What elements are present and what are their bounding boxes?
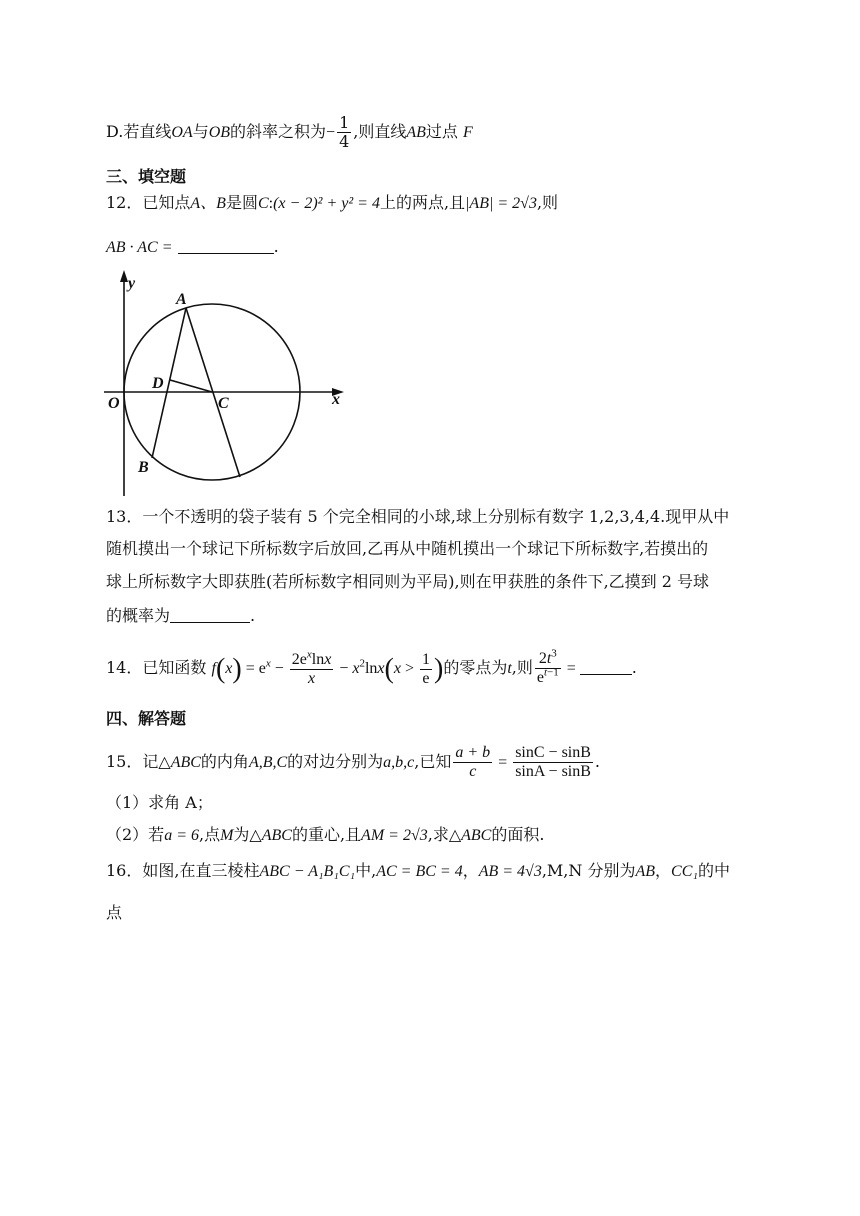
function-expression: $f(x) = e^x$ − $\frac{2e^x\ln x}{x}$ − $x^2\ln x(x$ > $\frac{1}{e}$ ) — [211, 648, 444, 687]
question-number: 12． — [106, 193, 143, 212]
question-text: 一个不透明的袋子装有 5 个完全相同的小球,球上分别标有数字 1,2,3,4,4.现甲从中 — [142, 507, 730, 526]
question-13-line3: 球上所标数字大即获胜(若所标数字相同则为平局),则在甲获胜的条件下,乙摸到 2 号球 — [106, 572, 710, 591]
question-text: 记 — [142, 752, 159, 771]
question-16-line2: 点 — [106, 903, 123, 922]
minus-sign: − — [326, 124, 336, 141]
points-a-b: A、B — [190, 195, 226, 212]
fraction-numerator: 1 — [339, 113, 350, 132]
separator: ， — [655, 861, 672, 880]
fraction-one-quarter — [337, 114, 351, 151]
separator: ， — [462, 861, 479, 880]
option-d-text: ,则直线 — [353, 122, 407, 141]
question-14 — [106, 648, 637, 689]
segment-dc — [170, 380, 212, 392]
answer-blank[interactable] — [580, 658, 632, 675]
question-text: 的零点为 — [443, 658, 508, 677]
given-a: a = 6 — [164, 827, 199, 844]
triangle-abc: △ABC — [448, 827, 492, 844]
period: . — [250, 606, 256, 625]
segment-ab: AB — [635, 863, 656, 880]
line-oa: OA — [171, 124, 193, 141]
equals-sign: = — [562, 660, 580, 677]
question-text: 上的两点,且 — [379, 193, 466, 212]
question-text: 的内角 — [200, 752, 249, 771]
length-am: AM = 2√3 — [361, 827, 428, 844]
triangle-abc: △ABC — [158, 754, 201, 771]
option-d-text: 与 — [192, 122, 209, 141]
label-o: O — [108, 395, 120, 412]
period: . — [594, 752, 601, 771]
question-text: ,则 — [511, 658, 533, 677]
section-title-solutions: 四、解答题 — [106, 709, 187, 728]
question-15-part1: （1）求角 A； — [106, 793, 213, 812]
question-text: ,M,N 分别为 — [541, 861, 636, 880]
question-13-line4 — [106, 605, 255, 627]
line-ab: AB — [406, 124, 426, 141]
option-d-text: 若直线 — [123, 122, 172, 141]
question-number: 14． — [106, 658, 143, 677]
question-text: 的中 — [697, 861, 730, 880]
line-ob: OB — [208, 124, 231, 141]
question-text: 如图,在直三棱柱 — [142, 861, 260, 880]
label-y: y — [128, 275, 136, 292]
question-text: 是圆 — [225, 193, 258, 212]
question-text: ,已知 — [414, 752, 452, 771]
question-text: 已知点 — [142, 193, 191, 212]
option-d-label: D. — [106, 122, 124, 141]
question-15-part2 — [106, 824, 544, 847]
question-text: （2）若 — [106, 825, 165, 844]
y-axis-arrow — [120, 270, 128, 282]
chord-length: |AB| = 2√3 — [465, 195, 537, 212]
period: . — [631, 658, 637, 677]
answer-blank[interactable] — [170, 606, 250, 623]
equal-sides: AC = BC = 4 — [376, 863, 463, 880]
question-text: 中, — [355, 861, 377, 880]
question-13-line2: 随机摸出一个球记下所标数字后放回,乙再从中随机摸出一个球记下所标数字,若摸出的 — [106, 539, 709, 558]
question-12-line2 — [106, 236, 279, 259]
triangle-abc: △ABC — [249, 827, 292, 844]
label-a: A — [176, 291, 187, 308]
question-12 — [106, 192, 558, 215]
question-15 — [106, 742, 600, 783]
sides: a,b,c — [383, 754, 415, 771]
variable-t: t — [507, 660, 512, 677]
answer-expression: $\frac{2t^3}{e^{t-1}}$ — [536, 647, 559, 686]
question-text: ,点 — [198, 825, 221, 844]
colon: : — [268, 195, 274, 212]
label-b: B — [138, 459, 149, 476]
question-number: 13． — [106, 507, 143, 526]
angles: A,B,C — [248, 754, 288, 771]
label-c: C — [218, 395, 229, 412]
question-text: ,求 — [427, 825, 449, 844]
label-x: x — [332, 391, 340, 408]
segment-cc1: CC₁ — [671, 863, 698, 880]
answer-blank[interactable] — [178, 237, 274, 254]
question-text: 的面积. — [491, 825, 545, 844]
fraction-sin-ratio: $\frac{\sin C - \sin B}{\sin A - \sin B}$ — [515, 744, 591, 780]
question-16 — [106, 860, 730, 883]
question-text: 的概率为 — [106, 606, 171, 625]
question-number: 15． — [106, 752, 143, 771]
question-text: 为 — [233, 825, 250, 844]
option-d-text: 的斜率之积为 — [230, 122, 327, 141]
section-title-fill-in: 三、填空题 — [106, 167, 187, 186]
question-13 — [106, 506, 729, 528]
label-d: D — [152, 375, 164, 392]
point-m: M — [220, 827, 234, 844]
question-text: 的对边分别为 — [287, 752, 384, 771]
prism-name: ABC − A₁B₁C₁ — [259, 863, 356, 880]
circle-c: C — [257, 195, 269, 212]
option-d-text: 过点 — [425, 122, 458, 141]
circle-figure — [100, 268, 360, 498]
fraction-a-plus-b-over-c: $\frac{a + b}{c}$ — [455, 744, 491, 780]
period: . — [273, 237, 279, 256]
length-ab: AB = 4√3 — [478, 863, 542, 880]
question-text: ,则 — [536, 193, 559, 212]
question-number: 16． — [106, 861, 143, 880]
option-d — [106, 114, 473, 151]
fraction-denominator: 4 — [339, 132, 350, 151]
circle-equation: (x − 2)² + y² = 4 — [273, 195, 380, 212]
question-text: 的重心,且 — [291, 825, 362, 844]
vector-dot-product: AB · AC = — [106, 239, 173, 256]
point-f: F — [463, 124, 473, 141]
question-text: 已知函数 — [142, 658, 207, 677]
equals-sign: = — [494, 754, 512, 771]
